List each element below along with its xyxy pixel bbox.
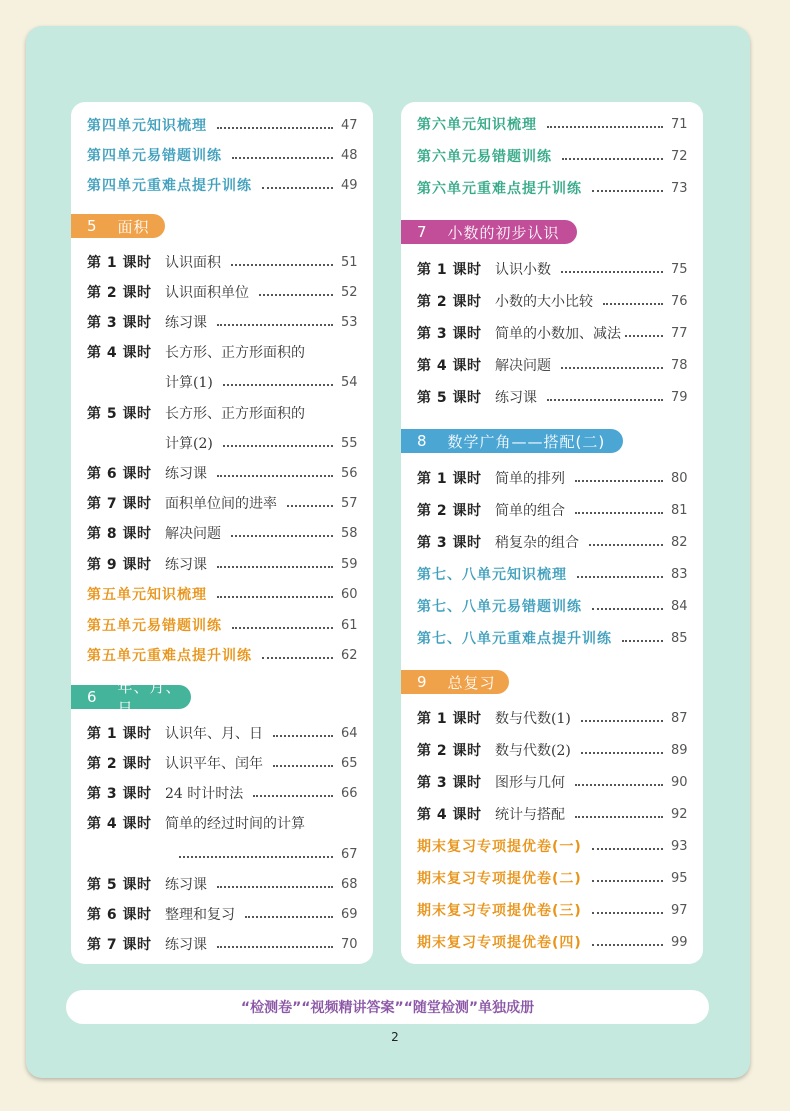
lesson-row[interactable]: 第 4 课时 简单的经过时间的计算 bbox=[87, 816, 305, 832]
entry-title: 第四单元易错题训练 bbox=[87, 148, 222, 164]
toc-entry[interactable]: 第七、八单元知识梳理 83 bbox=[417, 566, 688, 583]
unit-header-8: 8 数学广角——搭配(二) bbox=[401, 429, 623, 453]
unit-header-9: 9 总复习 bbox=[401, 670, 509, 694]
lesson-row[interactable]: 第 3 课时 练习课 53 bbox=[87, 314, 358, 331]
entry-title: 第四单元知识梳理 bbox=[87, 118, 207, 134]
lesson-row[interactable]: 第 9 课时 练习课 59 bbox=[87, 556, 358, 573]
lesson-row[interactable]: 第 2 课时 简单的组合 81 bbox=[417, 502, 688, 519]
toc-left-column bbox=[71, 102, 373, 964]
toc-entry[interactable]: 期末复习专项提优卷(一) 93 bbox=[417, 838, 688, 855]
toc-right-column bbox=[401, 102, 703, 964]
toc-entry[interactable]: 第六单元重难点提升训练 73 bbox=[417, 180, 688, 197]
toc-entry[interactable]: 第六单元易错题训练 72 bbox=[417, 148, 688, 165]
toc-entry[interactable]: 第五单元重难点提升训练 62 bbox=[87, 647, 358, 664]
page-number: 48 bbox=[341, 147, 358, 163]
lesson-row[interactable]: 第 6 课时 练习课 56 bbox=[87, 465, 358, 482]
lesson-row[interactable]: 第 8 课时 解决问题 58 bbox=[87, 525, 358, 542]
lesson-row[interactable]: 第 2 课时 小数的大小比较 76 bbox=[417, 293, 688, 310]
lesson-row[interactable]: 第 3 课时 24 时计时法 66 bbox=[87, 785, 358, 802]
lesson-row[interactable]: 第 7 课时 面积单位间的进率 57 bbox=[87, 495, 358, 512]
lesson-row[interactable]: 第 6 课时 整理和复习 69 bbox=[87, 906, 358, 923]
lesson-row[interactable]: 第 1 课时 数与代数(1) 87 bbox=[417, 710, 688, 727]
lesson-row[interactable]: 第 3 课时 稍复杂的组合 82 bbox=[417, 534, 688, 551]
toc-entry[interactable] bbox=[87, 144, 357, 166]
footer-note: “检测卷”“视频精讲答案”“随堂检测”单独成册 bbox=[66, 990, 709, 1024]
unit-header-6: 6 年、月、日 bbox=[71, 685, 191, 709]
lesson-row[interactable]: 第 5 课时 练习课 79 bbox=[417, 389, 688, 406]
lesson-row[interactable]: 第 2 课时 数与代数(2) 89 bbox=[417, 742, 688, 759]
lesson-row[interactable]: 第 4 课时 统计与搭配 92 bbox=[417, 806, 688, 823]
lesson-row-cont[interactable]: 计算(1) 54 bbox=[165, 374, 358, 391]
lesson-row[interactable]: 第 1 课时 认识面积 51 bbox=[87, 254, 358, 271]
page-number: 49 bbox=[341, 177, 358, 193]
toc-entry[interactable]: 第五单元易错题训练 61 bbox=[87, 617, 358, 634]
lesson-row[interactable]: 第 1 课时 认识年、月、日 64 bbox=[87, 725, 358, 742]
toc-entry[interactable]: 期末复习专项提优卷(二) 95 bbox=[417, 870, 688, 887]
page-number-footer: 2 bbox=[391, 1030, 399, 1044]
lesson-row[interactable]: 第 3 课时 简单的小数加、减法 77 bbox=[417, 325, 688, 342]
lesson-row[interactable]: 第 2 课时 认识平年、闰年 65 bbox=[87, 755, 358, 772]
toc-entry[interactable]: 期末复习专项提优卷(三) 97 bbox=[417, 902, 688, 919]
lesson-row[interactable]: 第 4 课时 长方形、正方形面积的 bbox=[87, 345, 305, 361]
toc-entry[interactable]: 第七、八单元易错题训练 84 bbox=[417, 598, 688, 615]
lesson-row[interactable]: 第 1 课时 认识小数 75 bbox=[417, 261, 688, 278]
lesson-row[interactable]: 第 2 课时 认识面积单位 52 bbox=[87, 284, 358, 301]
lesson-row[interactable]: 第 1 课时 简单的排列 80 bbox=[417, 470, 688, 487]
toc-entry[interactable]: 期末复习专项提优卷(四) 99 bbox=[417, 934, 688, 951]
unit-header-5: 5 面积 bbox=[71, 214, 165, 238]
toc-entry[interactable]: 第七、八单元重难点提升训练 85 bbox=[417, 630, 688, 647]
lesson-row[interactable]: 第 5 课时 长方形、正方形面积的 bbox=[87, 406, 305, 422]
entry-title: 第四单元重难点提升训练 bbox=[87, 178, 252, 194]
lesson-row[interactable]: 第 3 课时 图形与几何 90 bbox=[417, 774, 688, 791]
lesson-row[interactable]: 第 5 课时 练习课 68 bbox=[87, 876, 358, 893]
page-number: 47 bbox=[341, 117, 358, 133]
lesson-row[interactable]: 第 7 课时 练习课 70 bbox=[87, 936, 358, 953]
lesson-row[interactable]: 第 4 课时 解决问题 78 bbox=[417, 357, 688, 374]
toc-entry[interactable]: 第六单元知识梳理 71 bbox=[417, 116, 688, 133]
toc-entry[interactable] bbox=[87, 114, 357, 136]
toc-entry[interactable]: 第五单元知识梳理 60 bbox=[87, 586, 358, 603]
lesson-row-cont[interactable]: 67 bbox=[179, 843, 357, 865]
unit-header-7: 7 小数的初步认识 bbox=[401, 220, 577, 244]
toc-entry[interactable] bbox=[87, 174, 357, 196]
lesson-row-cont[interactable]: 计算(2) 55 bbox=[165, 435, 358, 452]
